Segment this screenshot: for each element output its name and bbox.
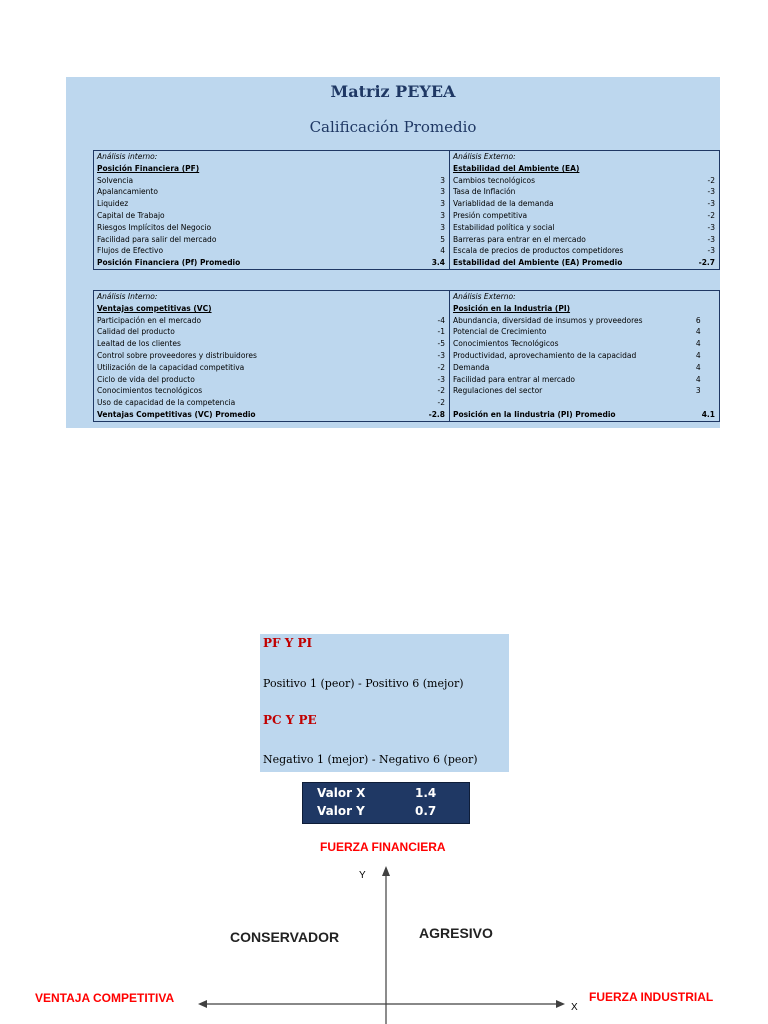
factor-score: 4 [695, 327, 701, 337]
factor-name: Utilización de la capacidad competitiva [97, 362, 245, 372]
factor-score: 4 [695, 362, 701, 372]
factor-name: Presión competitiva [450, 210, 678, 222]
agresivo-label: AGRESIVO [419, 925, 493, 941]
factor-score: 4 [695, 374, 701, 384]
factor-score: 3 [440, 210, 445, 220]
x-value: 1.4 [415, 786, 437, 800]
pf-pi-heading: PF Y PI [263, 636, 313, 650]
factor-name: Facilidad para entrar al mercado [450, 374, 678, 386]
factor-score: 5 [440, 234, 445, 244]
pf-header: Posición Financiera (PF) [97, 163, 200, 173]
factor-score: 3 [440, 175, 445, 185]
internal-note: Análisis Interno: [97, 292, 158, 301]
internal-note: Análisis interno: [97, 152, 158, 161]
factor-name: Capital de Trabajo [97, 210, 165, 220]
factor-name: Lealtad de los clientes [97, 339, 181, 349]
pc-pe-scale: Negativo 1 (mejor) - Negativo 6 (peor) [263, 753, 478, 766]
factor-score: 4 [695, 350, 701, 360]
ea-header: Estabilidad del Ambiente (EA) [450, 163, 678, 175]
factor-name: Estabilidad política y social [450, 222, 678, 234]
average-label: Posición en la Iindustria (PI) Promedio [450, 409, 678, 421]
factor-name: Abundancia, diversidad de insumos y proveedores [450, 315, 678, 327]
left-arrow-icon [198, 1000, 207, 1008]
factor-name: Ciclo de vida del producto [97, 374, 195, 384]
y-value-label: Valor Y [317, 804, 365, 818]
factor-score: -2 [437, 362, 445, 372]
matrix-title: Matriz PEYEA [330, 82, 456, 101]
factor-score: -3 [707, 187, 715, 197]
factor-score: -4 [437, 315, 445, 325]
average-value: 4.1 [701, 409, 715, 419]
factor-name: Uso de capacidad de la competencia [97, 398, 236, 408]
fuerza-industrial-label: FUERZA INDUSTRIAL [589, 990, 714, 1004]
factor-name: Participación en el mercado [97, 315, 202, 325]
factor-score: -3 [437, 374, 445, 384]
factor-score: 4 [440, 246, 445, 256]
pf-pi-scale: Positivo 1 (peor) - Positivo 6 (mejor) [263, 677, 464, 690]
average-label: Posición Financiera (Pf) Promedio [97, 258, 241, 268]
factor-name: Facilidad para salir del mercado [97, 234, 217, 244]
average-label: Ventajas Competitivas (VC) Promedio [97, 409, 256, 419]
factor-score: -2 [437, 398, 445, 408]
factor-name: Conocimientos Tecnológicos [450, 338, 678, 350]
factor-score: 4 [695, 339, 701, 349]
ventaja-competitiva-label: VENTAJA COMPETITIVA [35, 991, 175, 1005]
factor-score: 3 [440, 199, 445, 209]
factor-score: -3 [437, 350, 445, 360]
factor-score: -3 [707, 246, 715, 256]
factor-name: Tasa de Inflación [450, 186, 678, 198]
factor-score: -3 [707, 234, 715, 244]
factor-score: -2 [707, 210, 715, 220]
factor-name: Liquidez [97, 199, 129, 209]
factor-name: Demanda [450, 362, 678, 374]
factor-name: Flujos de Efectivo [97, 246, 164, 256]
factor-name: Barreras para entrar en el mercado [450, 234, 678, 246]
factor-score: -3 [707, 199, 715, 209]
matrix-subtitle: Calificación Promedio [309, 118, 477, 136]
x-axis-label: X [571, 1002, 578, 1013]
factor-name: Apalancamiento [97, 187, 158, 197]
factor-score: -5 [437, 339, 445, 349]
factor-name: Regulaciones del sector [450, 385, 678, 397]
factor-score: 3 [440, 187, 445, 197]
y-value: 0.7 [415, 804, 437, 818]
factor-score: 3 [440, 222, 445, 232]
pc-pe-heading: PC Y PE [263, 713, 317, 727]
factor-score: -2 [707, 175, 715, 185]
y-axis-label: Y [359, 870, 366, 881]
fuerza-financiera-label: FUERZA FINANCIERA [320, 840, 446, 854]
factor-name: Potencial de Crecimiento [450, 326, 678, 338]
external-note: Análisis Externo: [450, 291, 678, 303]
y-arrow-icon [382, 866, 390, 876]
factor-name: Riesgos Implícitos del Negocio [97, 222, 212, 232]
factor-name: Conocimientos tecnológicos [97, 386, 203, 396]
vc-header: Ventajas competitivas (VC) [97, 303, 212, 313]
factor-name: Control sobre proveedores y distribuidores [97, 350, 257, 360]
pi-header: Posición en la Industria (PI) [450, 303, 678, 315]
factor-score: 6 [695, 315, 701, 325]
right-arrow-icon [556, 1000, 565, 1008]
factor-name: Variablidad de la demanda [450, 198, 678, 210]
factor-name: Escala de precios de productos competidores [450, 245, 678, 257]
factor-name: Cambios tecnológicos [450, 175, 678, 187]
x-value-label: Valor X [317, 786, 366, 800]
external-note: Análisis Externo: [450, 151, 678, 163]
factor-name: Solvencia [97, 175, 134, 185]
average-value: -2.8 [428, 409, 445, 419]
factor-score: 3 [695, 386, 701, 396]
average-value: -2.7 [698, 258, 715, 268]
conservador-label: CONSERVADOR [230, 929, 340, 945]
factor-name: Calidad del producto [97, 327, 175, 337]
factor-score: -2 [437, 386, 445, 396]
average-value: 3.4 [431, 258, 445, 268]
average-label: Estabilidad del Ambiente (EA) Promedio [450, 257, 678, 269]
factor-score: -1 [437, 327, 445, 337]
factor-score: -3 [707, 222, 715, 232]
factor-name: Productividad, aprovechamiento de la capacidad [450, 350, 678, 362]
